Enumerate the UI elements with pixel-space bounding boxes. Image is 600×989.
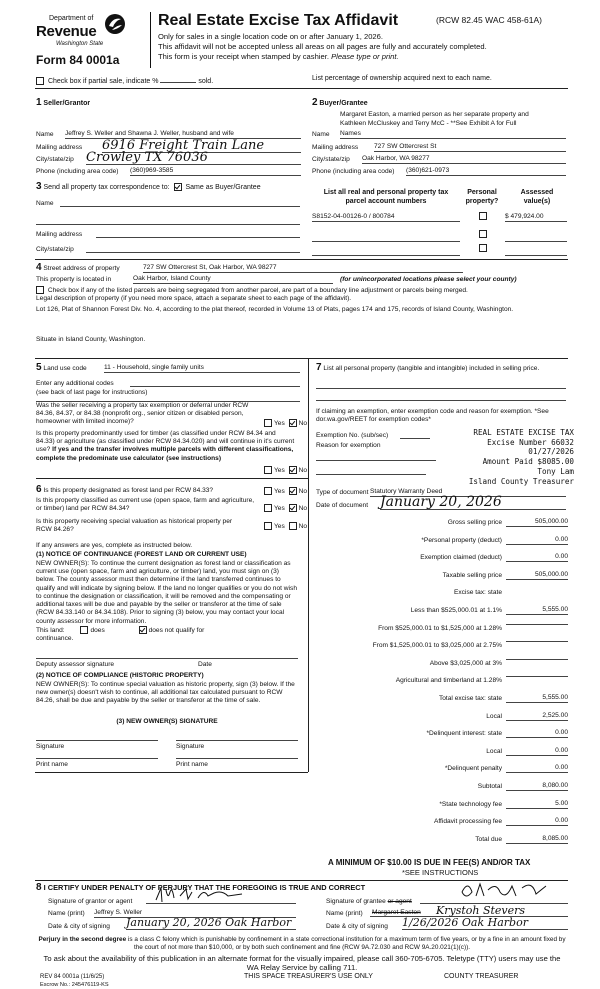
personal-property-checkbox-1[interactable] (479, 212, 487, 220)
exemption-deferral-question: Was the seller receiving a property tax exemption or deferral under RCW 84.36, 84.37, or 84.38 (nonprofit org., senior citizen or disabled person, homeowner with limited income)? (36, 402, 249, 426)
if-yes-note: If any answers are yes, complete as instructed below. (36, 542, 193, 549)
personal-property-line-1[interactable] (316, 382, 566, 389)
see-instructions: *SEE INSTRUCTIONS (402, 868, 479, 877)
seller-address-label: Mailing address (36, 144, 83, 151)
grantee-date-label: Date & city of signing (326, 923, 388, 930)
rcw-reference: (RCW 82.45 WAC 458-61A) (436, 15, 542, 25)
q6-1-answer: Yes No (262, 487, 307, 496)
document-date-field[interactable]: January 20, 2026 (380, 494, 566, 510)
grantor-signature-scribble (152, 884, 262, 906)
buyer-city-field[interactable]: Oak Harbor, WA 98277 (362, 155, 566, 164)
q2-yes-checkbox[interactable] (264, 466, 272, 474)
exemption-reason-field[interactable] (316, 454, 436, 461)
calc-label: Subtotal (477, 783, 502, 790)
partial-sale-row: Check box if partial sale, indicate % sold. (36, 75, 213, 87)
stamp-line-6: Island County Treasurer (468, 476, 574, 486)
calc-label: Gross selling price (447, 519, 502, 526)
q6-2-no-checkbox[interactable] (289, 504, 297, 512)
buyer-city-label: City/state/zip (312, 156, 350, 163)
buyer-name-label: Name (312, 131, 330, 138)
calc-value[interactable] (506, 624, 568, 625)
new-owner-signature-line-2[interactable] (176, 732, 298, 741)
calc-value[interactable]: 505,000.00 (506, 518, 568, 527)
seller-city-field[interactable]: Crowley TX 76036 (86, 150, 301, 165)
historic-question: Is this property receiving special valuation as historical property per RCW 84.26? (36, 518, 233, 534)
calc-value[interactable]: 0.00 (506, 764, 568, 773)
calc-value[interactable]: 0.00 (506, 553, 568, 562)
minimum-due-notice: A MINIMUM OF $10.00 IS DUE IN FEE(S) AND/OR TAX (328, 858, 531, 867)
revenue-wordmark: Revenue (36, 23, 97, 40)
escrow-number: Escrow No.: 245476119-KS (40, 982, 109, 988)
calc-label: *Delinquent penalty (444, 765, 502, 772)
q1-no-checkbox[interactable] (289, 419, 297, 427)
q6-3-answer: Yes No (262, 522, 307, 531)
calc-value[interactable]: 5,555.00 (506, 694, 568, 703)
signature-label-2: Signature (176, 743, 205, 750)
calc-label: Less than $525,000.01 at 1.1% (410, 607, 502, 614)
correspondence-address-label: Mailing address (36, 231, 83, 238)
grantee-name-label: Name (print) (326, 910, 363, 917)
timber-agriculture-question: Is this property predominantly used for timber (as classified under RCW 84.34 and 84.33) or agriculture (as classified under RCW 84.34.020) and will continue in it's current use? If yes and the transfer involves multiple parcels with different classifications, complete the predominate use calculator (see instructions) (36, 430, 295, 462)
calc-label: Agricultural and timberland at 1.28% (395, 677, 502, 684)
notice-compliance-body: NEW OWNER(S): To continue special valuation as historic property, sign (3) below. If the new owner(s) doesn't wish to continue, all additional tax calculated pursuant to RCW 84.26, shall be due and payable by the seller or transferor at the time of sale. (36, 681, 295, 705)
q6-2-answer: Yes No (262, 504, 307, 513)
certify-heading: 8 I CERTIFY UNDER PENALTY OF PERJURY THAT THE FOREGOING IS TRUE AND CORRECT (36, 882, 366, 893)
personal-property-line-2[interactable] (316, 394, 566, 401)
stamp-line-1: REAL ESTATE EXCISE TAX (473, 428, 574, 437)
seller-phone-label: Phone (including area code) (36, 168, 119, 175)
calc-label: Exemption claimed (deduct) (420, 554, 502, 561)
q1-answer: Yes No (262, 419, 307, 428)
dor-swirl-icon (104, 13, 126, 35)
segregated-row: Check box if any of the listed parcels are being segregated from another parcel, are part of a boundary line adjustment or parcels being merged. (36, 286, 468, 295)
land-use-code-field[interactable]: 11 - Household, single family units (104, 364, 300, 373)
buyer-phone-field[interactable]: (360)621-0973 (406, 167, 566, 176)
revision-label: REV 84 0001a (11/6/25) (40, 974, 105, 980)
header-divider (150, 12, 151, 68)
partial-sale-percent-field[interactable] (160, 75, 196, 83)
calc-value[interactable]: 2,525.00 (506, 712, 568, 721)
print-name-label-2: Print name (176, 761, 208, 768)
divider (35, 88, 568, 89)
notice-line-3: This form is your receipt when stamped by cashier. Please type or print. (158, 52, 399, 61)
grantee-signature-scribble (456, 878, 566, 904)
buyer-name-field[interactable]: Names (340, 130, 566, 139)
personal-property-checkbox-2[interactable] (479, 230, 487, 238)
buyer-name-line-2: Kathleen McCluskey and Terry McC - **See Exhibit A for Full (340, 120, 517, 127)
current-use-question: Is this property classified as current use (open space, farm and agriculture, or timber) land per RCW 84.34? (36, 497, 255, 513)
land-use-row: 5 Land use code (36, 362, 87, 373)
notice-compliance-title: (2) NOTICE OF COMPLIANCE (HISTORIC PROPERTY) (36, 672, 204, 679)
calc-label: From $1,525,000.01 to $3,025,000 at 2.75% (372, 642, 502, 649)
does-not-qualify-checkbox[interactable] (139, 626, 147, 634)
washington-state-label: Washington State (56, 41, 104, 47)
calc-value[interactable]: 505,000.00 (506, 571, 568, 580)
treasurer-stamp (432, 428, 574, 486)
parcel-table-header: List all real and personal property tax parcel account numbers (323, 189, 449, 205)
does-qualify-checkbox[interactable] (80, 626, 88, 634)
new-owner-signature-line-1[interactable] (36, 732, 158, 741)
calc-value[interactable]: 0.00 (506, 536, 568, 545)
calc-label: Affidavit processing fee (433, 818, 502, 825)
perjury-notice: Perjury in the second degree is a class C felony which is punishable by confinement in a state correctional institution for a maximum term of five years, or by a fine in an amount fixed by the court of not more than $10,000, or by both such confinement and fine (RCW 9A.72.030 and RCW 9A.20.021(1)(c)). (38, 936, 566, 951)
document-date-label: Date of document (316, 502, 369, 509)
correspondence-name-label: Name (36, 200, 54, 207)
grantor-date-label: Date & city of signing (48, 923, 110, 930)
buyer-address-label: Mailing address (312, 144, 359, 151)
new-owner-signature-title: (3) NEW OWNER(S) SIGNATURE (116, 718, 218, 725)
correspondence-city-label: City/state/zip (36, 246, 74, 253)
assessed-value-field-3[interactable] (505, 247, 567, 256)
exemption-reason-label: Reason for exemption (316, 442, 381, 449)
grantee-signature-label: Signature of grantee or agent (326, 898, 412, 905)
exemption-number-label: Exemption No. (sub/sec) (316, 432, 389, 439)
correspondence-name-field[interactable] (60, 198, 300, 207)
correspondence-address-field[interactable] (96, 229, 300, 238)
form-number: Form 84 0001a (36, 53, 120, 67)
dor-logo (36, 12, 122, 52)
calc-label: Total due (475, 836, 502, 843)
calc-value[interactable]: 5,555.00 (506, 606, 568, 615)
calc-value[interactable] (506, 641, 568, 642)
deputy-date-label: Date (198, 661, 212, 668)
divider (35, 772, 308, 773)
buyer-phone-label: Phone (including area code) (312, 168, 395, 175)
parcel-number-field-2[interactable] (312, 233, 460, 242)
personal-property-heading: 7 List all personal property (tangible and intangible) included in selling price. (316, 362, 540, 373)
treasurer-use-label: THIS SPACE TREASURER'S USE ONLY (244, 973, 373, 980)
assessed-value-field[interactable]: $ 479,924.00 (505, 213, 567, 222)
street-address-field[interactable]: 727 SW Ottercrest St, Oak Harbor, WA 98277 (143, 264, 463, 273)
grantor-name-field[interactable]: Jeffrey S. Weller (94, 909, 296, 918)
seller-phone-field[interactable]: (360)969-3585 (130, 167, 301, 176)
q6-1-no-checkbox[interactable] (289, 487, 297, 495)
calc-label: *Personal property (deduct) (421, 537, 502, 544)
exemption-intro: If claiming an exemption, enter exemption code and reason for exemption. *See dor.wa.gov/REET for exemption codes* (316, 408, 549, 424)
notice-continuance-title: (1) NOTICE OF CONTINUANCE (FOREST LAND OR CURRENT USE) (36, 551, 247, 558)
calc-value[interactable]: 5.00 (506, 800, 568, 809)
seller-name-field[interactable]: Jeffrey S. Weller and Shawna J. Weller, husband and wife (65, 130, 301, 139)
notice-continuance-body: NEW OWNER(S): To continue the current designation as forest land or classification as current use (open space, farm and agriculture, or timber) land, you must sign on (3) below. The county assessor must then determine if the land transferred continues to qualify and will indicate by signing below. If the land no longer qualifies or you do not wish to continue the designation or classification, it will be removed and the compensating or additional taxes will be due and payable by the seller or transferor at the time of sale (RCW 84.33.140 or 84.34.108). Prior to signing (3) below, you may contact your local county assessor for more information. (36, 560, 297, 625)
buyer-address-field[interactable]: 727 SW Ottercrest St (374, 143, 566, 152)
q6-2-yes-checkbox[interactable] (264, 504, 272, 512)
seller-address-field[interactable]: 6916 Freight Train Lane (102, 138, 301, 153)
ownership-note: List percentage of ownership acquired next to each name. (312, 75, 492, 82)
q1-yes-checkbox[interactable] (264, 419, 272, 427)
calc-label: From $525,000.01 to $1,525,000 at 1.28% (378, 625, 502, 632)
buyer-name-line-1: Margaret Easton, a married person as her separate property and (340, 111, 529, 118)
calc-label: Local (486, 713, 502, 720)
form-title: Real Estate Excise Tax Affidavit (158, 12, 399, 29)
grantor-date-field[interactable]: January 20, 2026 Oak Harbor (126, 916, 296, 930)
calc-value[interactable]: 0.00 (506, 729, 568, 738)
document-type-field[interactable]: Statutory Warranty Deed (370, 488, 566, 497)
q2-answer: Yes No (262, 466, 307, 475)
seller-heading: 1 Seller/Grantor (36, 97, 91, 108)
grantee-name-handwritten: Krystoh Stevers (436, 904, 526, 917)
calc-value[interactable]: 0.00 (506, 747, 568, 756)
calc-value[interactable]: 8,085.00 (506, 835, 568, 844)
calc-label: Excise tax: state (453, 589, 502, 596)
assessed-value-header: Assessed value(s) (520, 189, 554, 205)
same-as-buyer-checkbox[interactable] (174, 183, 182, 191)
calc-value[interactable]: 8,080.00 (506, 782, 568, 791)
buyer-heading: 2 Buyer/Grantee (312, 97, 368, 108)
q2-no-checkbox[interactable] (289, 466, 297, 474)
calc-label: Local (486, 748, 502, 755)
grantee-name-struck: Margaret Easton (372, 909, 421, 916)
correspondence-name-field-2[interactable] (36, 216, 300, 225)
calc-label: Total excise tax: state (438, 695, 502, 702)
correspondence-city-field[interactable] (86, 244, 300, 253)
legal-description: Lot 126, Plat of Shannon Forest Div. No. 4, according to the plat thereof, recorded in Volume 13 of Plats, pages 174 and 175, records of Island County, Washington. (36, 306, 514, 313)
stamp-line-3: 01/27/2026 (528, 447, 574, 457)
seller-city-label: City/state/zip (36, 156, 74, 163)
calc-value[interactable] (506, 659, 568, 660)
calc-value[interactable]: 0.00 (506, 817, 568, 826)
situate-text: Situate in Island County, Washington. (36, 336, 146, 343)
parcel-number-field[interactable]: S8152-04-00126-0 / 800784 (312, 213, 460, 222)
grantee-date-field[interactable]: 1/26/2026 Oak Harbor (402, 916, 568, 930)
exemption-reason-field-2[interactable] (316, 468, 426, 475)
forest-land-question: 6 Is this property designated as forest land per RCW 84.33? (36, 484, 214, 495)
additional-codes-label: Enter any additional codes (36, 380, 114, 387)
stamp-line-5: Tony Lam (537, 466, 574, 476)
seller-name-label: Name (36, 131, 54, 138)
legal-description-label: Legal description of property (if you need more space, attach a separate sheet to each page of the affidavit). (36, 295, 352, 302)
calc-label: *Delinquent interest: state (426, 730, 502, 737)
continuance-label: continuance. (36, 635, 74, 642)
q6-3-no-checkbox[interactable] (289, 522, 297, 530)
parcel-number-field-3[interactable] (312, 247, 460, 256)
column-divider (36, 478, 308, 479)
stamp-line-4: Amount Paid $8085.00 (482, 457, 574, 467)
located-in-label: This property is located in (36, 276, 112, 283)
grantor-name-label: Name (print) (48, 910, 85, 917)
signature-label-1: Signature (36, 743, 65, 750)
calc-value[interactable] (506, 676, 568, 677)
calc-label: *State technology fee (439, 801, 502, 808)
document-type-label: Type of document (316, 489, 369, 496)
q6-3-yes-checkbox[interactable] (264, 522, 272, 530)
print-name-label-1: Print name (36, 761, 68, 768)
personal-property-checkbox-3[interactable] (479, 244, 487, 252)
assessed-value-field-2[interactable] (505, 233, 567, 242)
section3-heading: 3 Send all property tax correspondence to: Same as Buyer/Grantee (36, 181, 261, 192)
additional-codes-field[interactable] (130, 378, 300, 387)
print-name-line-2[interactable] (176, 750, 298, 759)
located-in-note: (for unincorporated locations please select your county) (340, 276, 517, 283)
street-address-row: 4 Street address of property (36, 262, 120, 273)
dept-of-label: Department of (49, 15, 94, 22)
calc-label: Taxable selling price (442, 572, 502, 579)
segregated-checkbox[interactable] (36, 286, 44, 294)
divider (35, 259, 568, 260)
stamp-line-2: Excise Number 66032 (487, 437, 574, 447)
county-treasurer-label: COUNTY TREASURER (444, 973, 519, 980)
deputy-signature-line[interactable] (36, 652, 298, 659)
notice-line-1: Only for sales in a single location code on or after January 1, 2026. (158, 32, 383, 41)
calc-label: Above $3,025,000 at 3% (429, 660, 502, 667)
print-name-line-1[interactable] (36, 750, 158, 759)
alt-format-notice: To ask about the availability of this publication in an alternate format for the visually impaired, please call 360-705-6705. Teletype (TTY) users may use the WA Relay Service by calling 711. (43, 954, 561, 973)
this-land-row: This land: does does not qualify for (36, 626, 205, 634)
additional-codes-note: (see back of last page for instructions) (36, 389, 148, 396)
column-divider (308, 358, 309, 772)
partial-sale-checkbox[interactable] (36, 77, 44, 85)
deputy-signature-label: Deputy assessor signature (36, 661, 115, 668)
notice-line-2: This affidavit will not be accepted unless all areas on all pages are fully and accurately completed. (158, 42, 487, 51)
q6-1-yes-checkbox[interactable] (264, 487, 272, 495)
divider (35, 358, 568, 359)
personal-property-header: Personal property? (465, 189, 499, 205)
grantor-signature-label: Signature of grantor or agent (48, 898, 133, 905)
exemption-number-field[interactable] (400, 430, 430, 439)
located-in-field[interactable]: Oak Harbor, Island County (133, 275, 333, 284)
